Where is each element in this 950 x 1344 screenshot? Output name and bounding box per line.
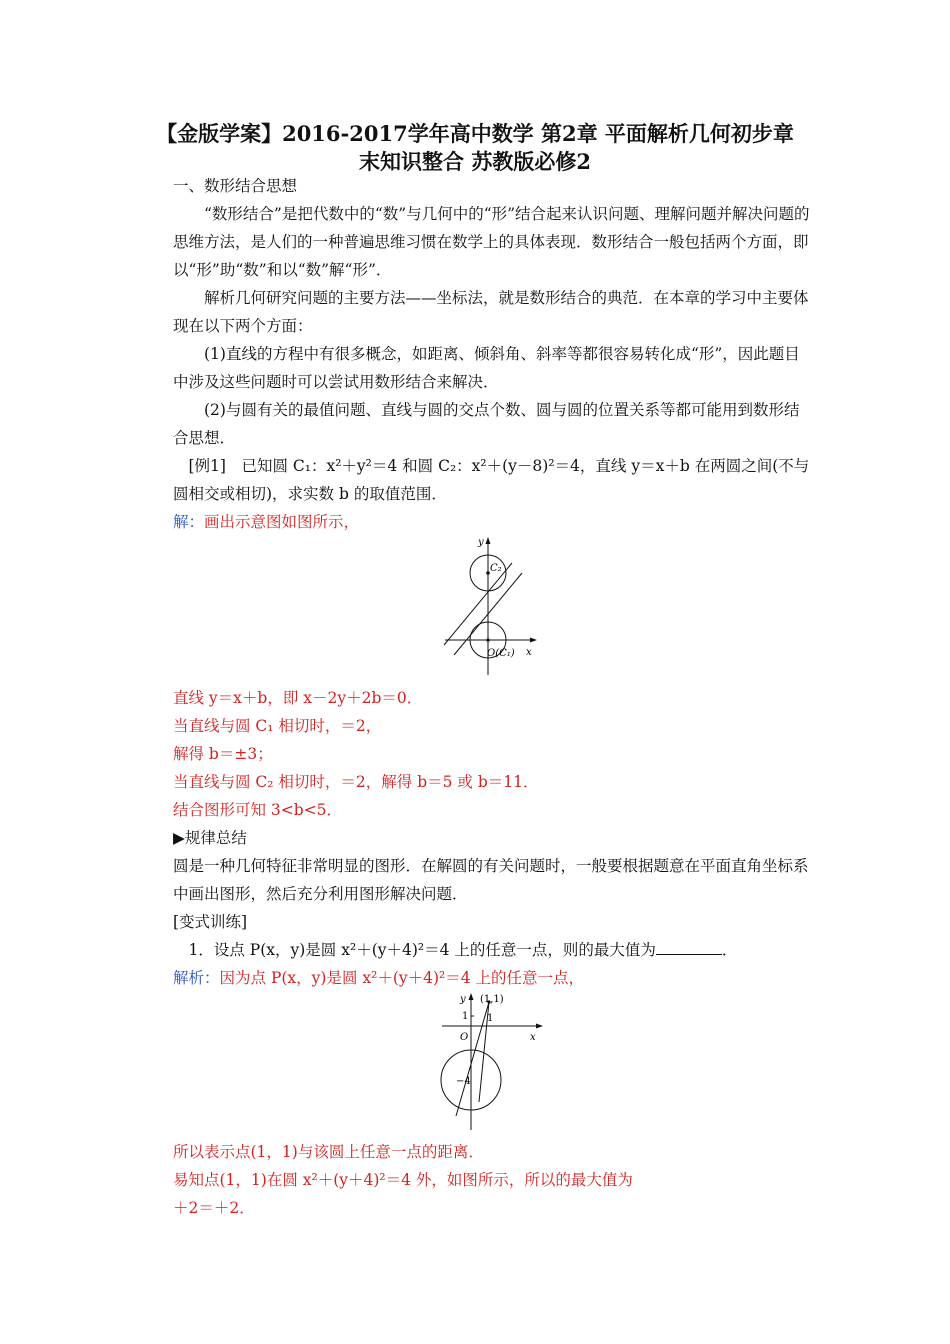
solution-line — [173, 508, 813, 536]
solution-label: 解： — [173, 513, 205, 531]
summary-heading: ▶规律总结 — [173, 829, 247, 847]
fig2-minus4-label: −4 — [456, 1076, 471, 1087]
fig1-c2-label: C₂ — [490, 563, 502, 574]
paragraph-3: (1)直线的方程中有很多概念，如距离、倾斜角、斜率等都很容易转化成“形”，因此题目中涉及这些问题时可以尝试用数形结合来解决． — [173, 345, 800, 391]
solution-text: 画出示意图如图所示， — [204, 513, 360, 531]
fig2-x-label: x — [530, 1032, 536, 1043]
fig2-y-label: y — [460, 994, 466, 1005]
example-1: [例1] 已知圆 C₁：x²＋y²＝4 和圆 C₂：x²＋(y－8)²＝4，直线 y＝x＋b 在两圆之间(不与圆相交或相切)，求实数 b 的取值范围． — [173, 457, 810, 503]
fig2-origin-label: O — [460, 1032, 469, 1043]
paragraph-1: “数形结合”是把代数中的“数”与几何中的“形”结合起来认识问题、理解问题并解决问题的思维方法，是人们的一种普遍思维习惯在数学上的具体表现．数形结合一般包括两个方面，即以“形”助“数”和以“数”解“形”． — [173, 205, 810, 279]
question-1 — [173, 936, 813, 964]
fig2-y-tick-one: 1 — [462, 1011, 469, 1022]
fig2-x-tick-one: 1 — [487, 1013, 494, 1024]
final-step-1: 所以表示点(1，1)与该圆上任意一点的距离． — [173, 1143, 484, 1161]
solution-step-2: 当直线与圆 C₁ 相切时，＝2， — [173, 717, 382, 735]
variant-heading: [变式训练] — [173, 913, 248, 931]
paragraph-2: 解析几何研究问题的主要方法——坐标法，就是数形结合的典范．在本章的学习中主要体现在以下两个方面： — [173, 289, 809, 335]
question-1-text: 1．设点 P(x，y)是圆 x²＋(y＋4)²＝4 上的任意一点，则的最大值为 — [188, 941, 656, 959]
section-heading: 一、数形结合思想 — [173, 177, 298, 195]
solution-step-5: 结合图形可知 3<b<5． — [173, 801, 343, 819]
answer-blank — [656, 938, 722, 955]
solution-step-3: 解得 b＝±3； — [173, 745, 273, 763]
final-step-3: ＋2＝＋2． — [173, 1199, 255, 1217]
fig1-x-label: x — [526, 647, 532, 658]
figure-circle-point — [440, 990, 550, 1135]
analysis-line — [173, 964, 813, 992]
title-line-2: 末知识整合 苏教版必修2 — [359, 149, 591, 174]
solution-step-4: 当直线与圆 C₂ 相切时，＝2，解得 b＝5 或 b＝11． — [173, 773, 539, 791]
title-line-1: 【金版学案】2016-2017学年高中数学 第2章 平面解析几何初步章 — [156, 121, 794, 146]
summary-text: 圆是一种几何特征非常明显的图形．在解圆的有关问题时，一般要根据题意在平面直角坐标系中画出图形，然后充分利用图形解决问题． — [173, 857, 809, 903]
analysis-text: 因为点 P(x，y)是圆 x²＋(y＋4)²＝4 上的任意一点， — [219, 969, 585, 987]
final-step-2: 易知点(1，1)在圆 x²＋(y＋4)²＝4 外，如图所示，所以的最大值为 — [173, 1171, 633, 1189]
question-1-tail: ． — [721, 941, 738, 959]
fig1-origin-label: O(C₁) — [487, 648, 515, 659]
document-title — [60, 120, 890, 176]
fig2-point-label: (1,1) — [480, 994, 504, 1005]
figure-two-circles — [440, 535, 545, 680]
paragraph-4: (2)与圆有关的最值问题、直线与圆的交点个数、圆与圆的位置关系等都可能用到数形结合思想． — [173, 401, 800, 447]
fig1-y-label: y — [478, 537, 484, 548]
solution-step-1: 直线 y＝x＋b，即 x－2y＋2b＝0． — [173, 689, 423, 707]
analysis-label: 解析： — [173, 969, 220, 987]
